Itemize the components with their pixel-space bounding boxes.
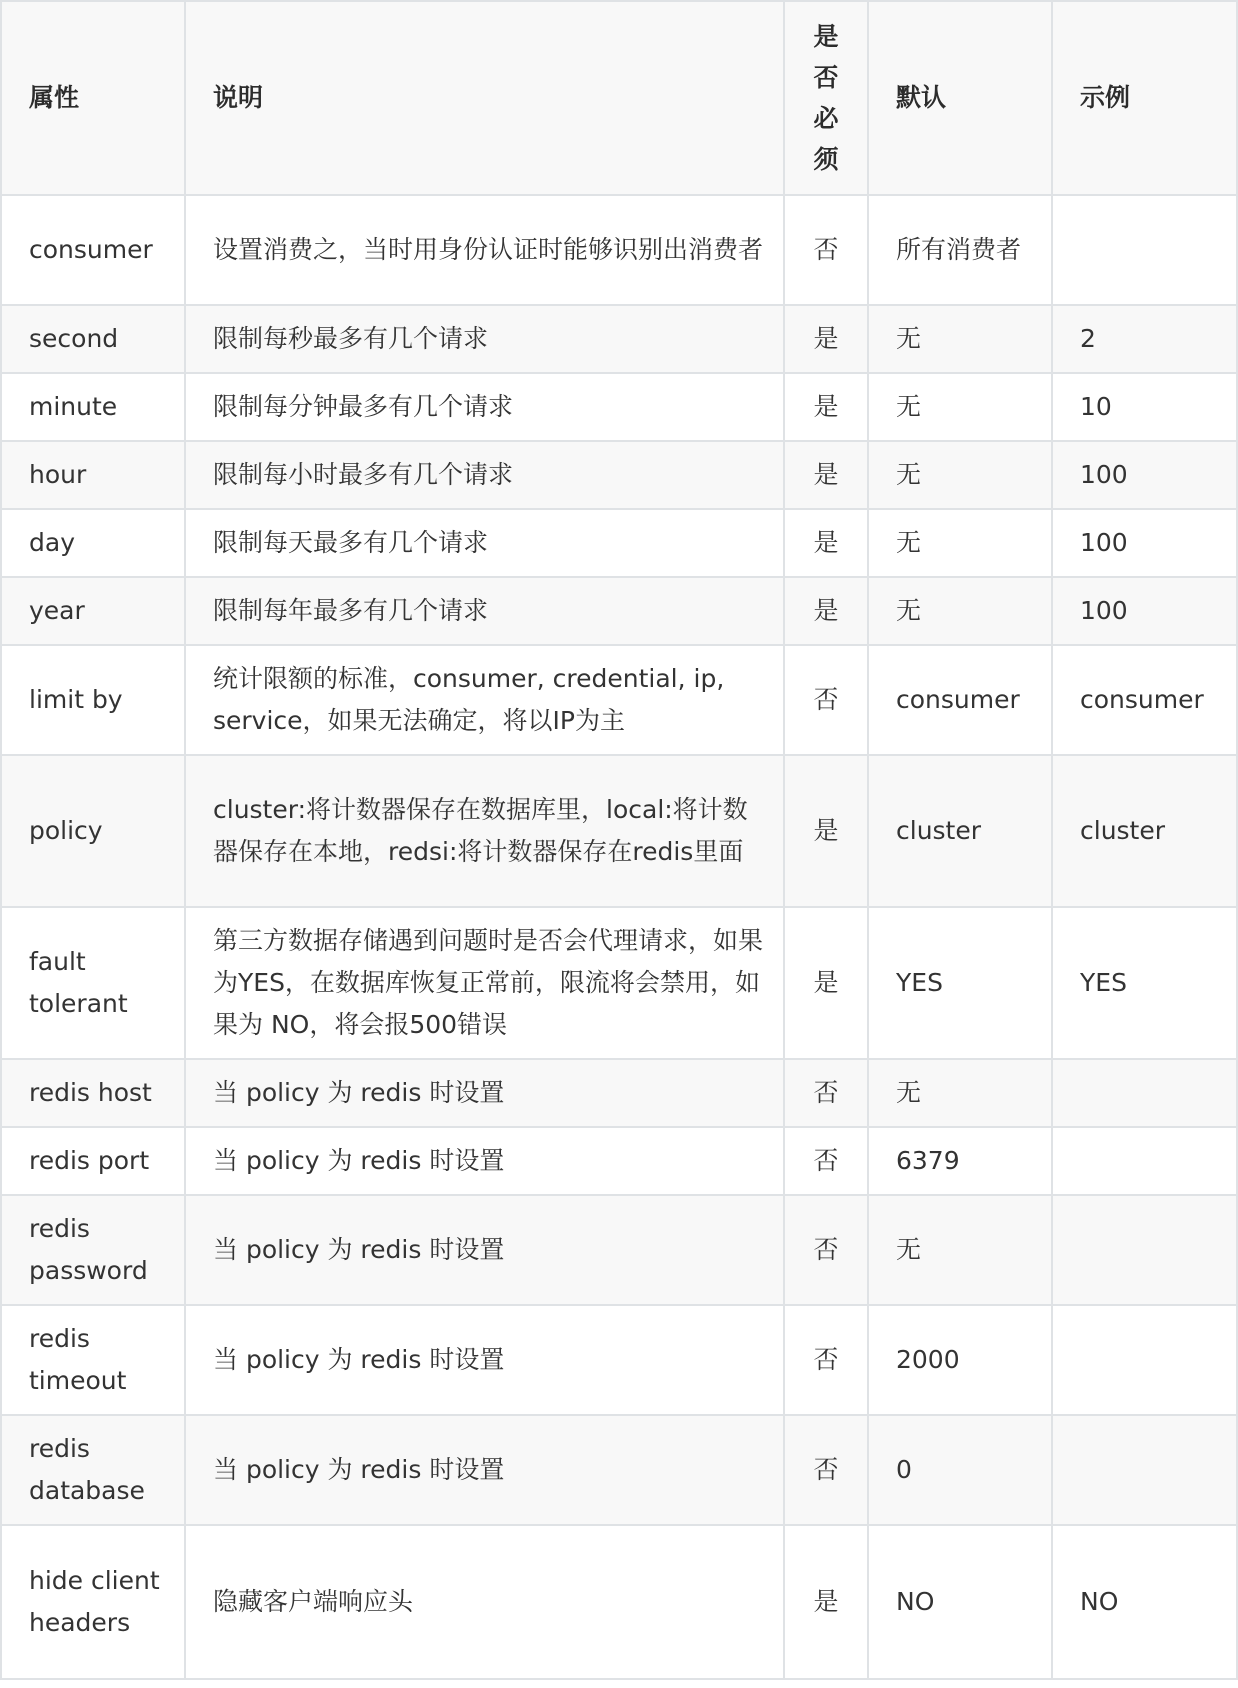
cell-example — [1052, 195, 1237, 305]
cell-attribute: year — [1, 577, 185, 645]
cell-required: 是 — [784, 755, 868, 907]
cell-default: 无 — [868, 1195, 1052, 1305]
cell-required: 是 — [784, 577, 868, 645]
table-row — [1, 1127, 1237, 1195]
cell-required: 是 — [784, 305, 868, 373]
cell-example: 100 — [1052, 509, 1237, 577]
cell-required: 是 — [784, 907, 868, 1059]
cell-description: cluster:将计数器保存在数据库里，local:将计数器保存在本地，redsi:将计数器保存在redis里面 — [185, 755, 784, 907]
cell-description: 第三方数据存储遇到问题时是否会代理请求，如果为YES，在数据库恢复正常前，限流将会禁用，如果为 NO，将会报500错误 — [185, 907, 784, 1059]
cell-attribute: second — [1, 305, 185, 373]
cell-required: 否 — [784, 645, 868, 755]
cell-attribute: limit by — [1, 645, 185, 755]
cell-attribute: redis port — [1, 1127, 185, 1195]
cell-example: consumer — [1052, 645, 1237, 755]
cell-description: 限制每天最多有几个请求 — [185, 509, 784, 577]
cell-attribute: hide client headers — [1, 1525, 185, 1679]
cell-default: NO — [868, 1525, 1052, 1679]
cell-attribute: day — [1, 509, 185, 577]
header-required-char: 必 — [813, 104, 839, 133]
header-required — [784, 1, 868, 195]
cell-default: YES — [868, 907, 1052, 1059]
cell-description: 统计限额的标准，consumer, credential, ip, service，如果无法确定，将以IP为主 — [185, 645, 784, 755]
cell-example: 10 — [1052, 373, 1237, 441]
cell-example: 100 — [1052, 577, 1237, 645]
cell-default: consumer — [868, 645, 1052, 755]
cell-required: 否 — [784, 1305, 868, 1415]
table-row — [1, 577, 1237, 645]
cell-default: 无 — [868, 305, 1052, 373]
cell-attribute: consumer — [1, 195, 185, 305]
header-default: 默认 — [868, 1, 1052, 195]
cell-default: 所有消费者 — [868, 195, 1052, 305]
cell-example — [1052, 1305, 1237, 1415]
cell-example: NO — [1052, 1525, 1237, 1679]
table-row — [1, 1415, 1237, 1525]
cell-default: 无 — [868, 577, 1052, 645]
cell-description: 限制每分钟最多有几个请求 — [185, 373, 784, 441]
cell-attribute: policy — [1, 755, 185, 907]
table-row — [1, 195, 1237, 305]
header-required-char: 是 — [813, 22, 839, 51]
table-row — [1, 1059, 1237, 1127]
header-example: 示例 — [1052, 1, 1237, 195]
cell-attribute: redis password — [1, 1195, 185, 1305]
cell-required: 是 — [784, 373, 868, 441]
cell-description: 限制每年最多有几个请求 — [185, 577, 784, 645]
cell-description: 当 policy 为 redis 时设置 — [185, 1415, 784, 1525]
cell-attribute: minute — [1, 373, 185, 441]
cell-default: 6379 — [868, 1127, 1052, 1195]
cell-description: 限制每小时最多有几个请求 — [185, 441, 784, 509]
table-row — [1, 1525, 1237, 1679]
header-required-char: 须 — [813, 145, 839, 174]
cell-default: 0 — [868, 1415, 1052, 1525]
cell-example — [1052, 1127, 1237, 1195]
cell-attribute: redis host — [1, 1059, 185, 1127]
cell-example — [1052, 1195, 1237, 1305]
cell-description: 限制每秒最多有几个请求 — [185, 305, 784, 373]
table-header-row — [1, 1, 1237, 195]
cell-example: YES — [1052, 907, 1237, 1059]
cell-example — [1052, 1059, 1237, 1127]
table-row — [1, 645, 1237, 755]
cell-default: 无 — [868, 441, 1052, 509]
table-row — [1, 441, 1237, 509]
cell-default: 无 — [868, 509, 1052, 577]
cell-attribute: hour — [1, 441, 185, 509]
cell-description: 当 policy 为 redis 时设置 — [185, 1127, 784, 1195]
cell-required: 否 — [784, 1195, 868, 1305]
cell-example: cluster — [1052, 755, 1237, 907]
cell-example: 100 — [1052, 441, 1237, 509]
cell-attribute: redis timeout — [1, 1305, 185, 1415]
cell-default: 无 — [868, 1059, 1052, 1127]
cell-default: cluster — [868, 755, 1052, 907]
header-required-char: 否 — [813, 63, 839, 92]
header-attribute: 属性 — [1, 1, 185, 195]
table-row — [1, 373, 1237, 441]
cell-description: 当 policy 为 redis 时设置 — [185, 1305, 784, 1415]
cell-required: 否 — [784, 195, 868, 305]
cell-attribute: redis database — [1, 1415, 185, 1525]
header-description: 说明 — [185, 1, 784, 195]
table-row — [1, 305, 1237, 373]
cell-required: 是 — [784, 509, 868, 577]
cell-required: 否 — [784, 1127, 868, 1195]
table-row — [1, 907, 1237, 1059]
table-row — [1, 509, 1237, 577]
cell-required: 否 — [784, 1415, 868, 1525]
cell-required: 否 — [784, 1059, 868, 1127]
cell-required: 是 — [784, 1525, 868, 1679]
table-row — [1, 755, 1237, 907]
cell-description: 设置消费之，当时用身份认证时能够识别出消费者 — [185, 195, 784, 305]
cell-example: 2 — [1052, 305, 1237, 373]
cell-required: 是 — [784, 441, 868, 509]
cell-example — [1052, 1415, 1237, 1525]
cell-description: 当 policy 为 redis 时设置 — [185, 1195, 784, 1305]
cell-default: 2000 — [868, 1305, 1052, 1415]
cell-attribute: fault tolerant — [1, 907, 185, 1059]
table-row — [1, 1195, 1237, 1305]
table-row — [1, 1305, 1237, 1415]
cell-description: 当 policy 为 redis 时设置 — [185, 1059, 784, 1127]
cell-description: 隐藏客户端响应头 — [185, 1525, 784, 1679]
cell-default: 无 — [868, 373, 1052, 441]
